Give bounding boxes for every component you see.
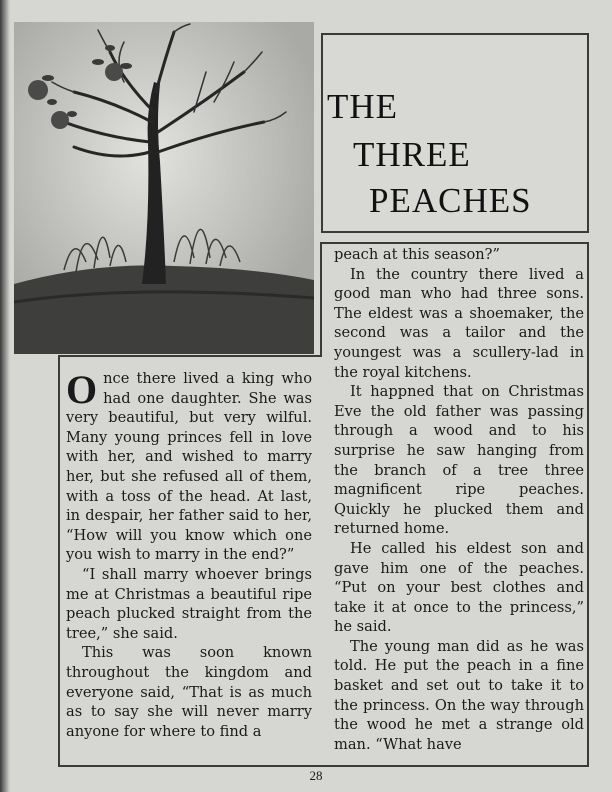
page-edge <box>0 0 10 792</box>
peach-tree-illustration <box>14 22 314 354</box>
title-line-3: PEACHES <box>369 181 532 220</box>
right-column <box>334 245 584 754</box>
title-line-1: THE <box>327 87 399 126</box>
left-column <box>66 369 312 741</box>
paragraph: It happned that on Christmas Eve the old father was passing through a wood and to his surprise he saw hanging from the branch of a tree three magnificent ripe peaches. Quickly he plucked them and returned home. <box>334 383 584 538</box>
paragraph: Once there lived a king who had one daughter. She was very beautiful, but very wilful. Many young princes fell in love with her, and wished to marry her, but she refused all of them, with a toss of the head. At last, in despair, her father said to her, “How will you know which one you wish to marry in the end?” <box>66 367 312 564</box>
paragraph: The young man did as he was told. He put the peach in a fine basket and set out to take it to the princess. On the way through the wood he met a strange old man. “What have <box>334 637 584 753</box>
paragraph: peach at this season?” <box>334 246 500 263</box>
title-box <box>321 33 589 233</box>
title-line-2: THREE <box>353 135 471 174</box>
paragraph: He called his eldest son and gave him one of the peaches. “Put on your best clothes and take it at once to the princess,” he said. <box>334 539 584 636</box>
page-number: 28 <box>309 768 323 783</box>
paragraph: This was soon known throughout the kingdom and everyone said, “That is as much as to say she will never marry anyone for where to find a <box>66 644 312 740</box>
paragraph: In the country there lived a good man who had three sons. The eldest was a shoemaker, the second was a tailor and the youngest was a scullery-lad in the royal kitchens. <box>334 265 584 381</box>
paragraph: “I shall marry whoever brings me at Christmas a beautiful ripe peach plucked straight from the tree,” she said. <box>66 565 312 642</box>
drop-cap: O <box>66 367 98 412</box>
